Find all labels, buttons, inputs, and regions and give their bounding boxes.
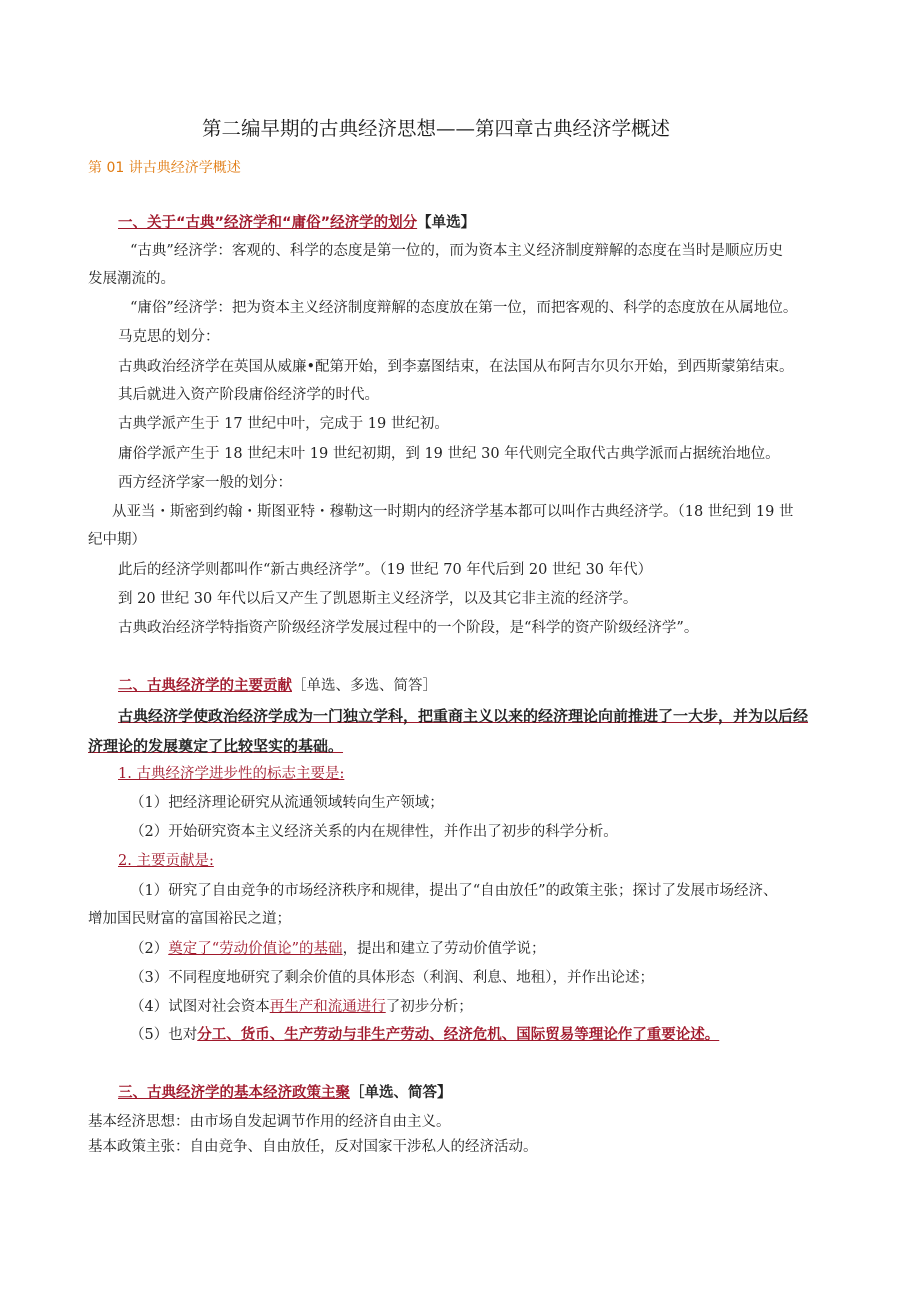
s2-subheading-1: 1. 古典经济学进步性的标志主要是: xyxy=(118,766,345,782)
s2-contrib-1b: 增加国民财富的富国裕民之道； xyxy=(88,911,291,927)
page-title: 第二编早期的古典经济思想——第四章古典经济学概述 xyxy=(202,117,671,140)
s1-para-6: 古典学派产生于 17 世纪中叶，完成于 19 世纪初。 xyxy=(118,416,449,432)
section-1-tag: 【单选】 xyxy=(417,215,476,231)
section-3-heading-text: 三、古典经济学的基本经济政策主聚 xyxy=(118,1085,350,1101)
s2-contrib-4-post: 了初步分析； xyxy=(385,999,473,1015)
section-3-tag: ［单选、简答】 xyxy=(350,1085,452,1101)
section-2-heading-text: 二、古典经济学的主要贡献 xyxy=(118,678,292,694)
s1-para-12: 古典政治经济学特指资产阶级经济学发展过程中的一个阶段，是“科学的资产阶级经济学”。 xyxy=(118,620,699,636)
s2-contrib-1a: （1）研究了自由竞争的市场经济秩序和规律，提出了“自由放任”的政策主张；探讨了发展市场经济、 xyxy=(130,883,778,899)
s2-contrib-5-pre: （5）也对 xyxy=(130,1027,198,1043)
s2-contrib-4-pre: （4）试图对社会资本 xyxy=(130,999,270,1015)
s2-bold-1: 古典经济学使政治经济学成为一门独立学科，把重商主义以来的经济理论向前推进了一大步，并为以后经 xyxy=(118,707,809,725)
s2-contrib-3: （3）不同程度地研究了剩余价值的具体形态（利润、利息、地租），并作出论述； xyxy=(130,970,654,986)
s1-para-2: “庸俗”经济学：把为资本主义经济制度辩解的态度放在第一位，而把客观的、科学的态度放在从属地位。 xyxy=(130,300,798,316)
s2-contrib-5-highlight: 分工、货币、生产劳动与非生产劳动、经济危机、国际贸易等理论作了重要论述。 xyxy=(197,1027,720,1043)
s2-contrib-2-pre: （2） xyxy=(130,941,169,957)
section-1-heading-text: 一、关于“古典”经济学和“庸俗”经济学的划分 xyxy=(118,215,418,231)
s1-para-8: 西方经济学家一般的划分： xyxy=(118,475,292,491)
s1-para-1b: 发展潮流的。 xyxy=(88,271,175,287)
s3-para-2: 基本政策主张：自由竞争、自由放任，反对国家干涉私人的经济活动。 xyxy=(88,1139,538,1155)
section-1-heading xyxy=(118,213,475,233)
s1-para-9a: 从亚当・斯密到约翰・斯图亚特・穆勒这一时期内的经济学基本都可以叫作古典经济学。（18 世纪到 19 世 xyxy=(112,504,794,520)
s2-bold-2: 济理论的发展奠定了比较坚实的基础。 xyxy=(88,737,344,755)
section-2-tag: ［单选、多选、简答］ xyxy=(292,678,437,694)
s2-contrib-2-post: ，提出和建立了劳动价值学说； xyxy=(342,941,546,957)
s2-contrib-2-highlight: 奠定了“劳动价值论”的基础 xyxy=(168,941,343,957)
s2-subheading-2: 2. 主要贡献是: xyxy=(118,853,214,869)
s2-contrib-5 xyxy=(130,1025,719,1045)
section-3-heading xyxy=(118,1083,452,1103)
s1-para-3: 马克思的划分： xyxy=(118,329,220,345)
s1-para-5: 其后就进入资产阶段庸俗经济学的时代。 xyxy=(118,387,379,403)
s2-contrib-4 xyxy=(130,997,473,1017)
s2-contrib-4-highlight: 再生产和流通进行 xyxy=(269,999,386,1015)
s1-para-10: 此后的经济学则都叫作“新古典经济学”。（19 世纪 70 年代后到 20 世纪 30 年代） xyxy=(118,562,653,578)
s2-contrib-2 xyxy=(130,939,546,959)
s2-item-1: （1）把经济理论研究从流通领域转向生产领域； xyxy=(130,795,444,811)
s1-para-4: 古典政治经济学在英国从威廉•配第开始，到李嘉图结束，在法国从布阿吉尔贝尔开始，到西斯蒙第结束。 xyxy=(118,359,794,375)
s3-para-1: 基本经济思想：由市场自发起调节作用的经济自由主义。 xyxy=(88,1114,451,1130)
lecture-label: 第 01 讲古典经济学概述 xyxy=(88,160,241,176)
s1-para-1a: “古典”经济学：客观的、科学的态度是第一位的，而为资本主义经济制度辩解的态度在当时是顺应历史 xyxy=(130,243,783,259)
section-2-heading xyxy=(118,676,437,696)
s2-item-2: （2）开始研究资本主义经济关系的内在规律性，并作出了初步的科学分析。 xyxy=(130,824,618,840)
s1-para-11: 到 20 世纪 30 年代以后又产生了凯恩斯主义经济学，以及其它非主流的经济学。 xyxy=(118,591,638,607)
s1-para-9b: 纪中期） xyxy=(88,532,146,548)
s1-para-7: 庸俗学派产生于 18 世纪末叶 19 世纪初期，到 19 世纪 30 年代则完全取代古典学派而占据统治地位。 xyxy=(118,446,780,462)
